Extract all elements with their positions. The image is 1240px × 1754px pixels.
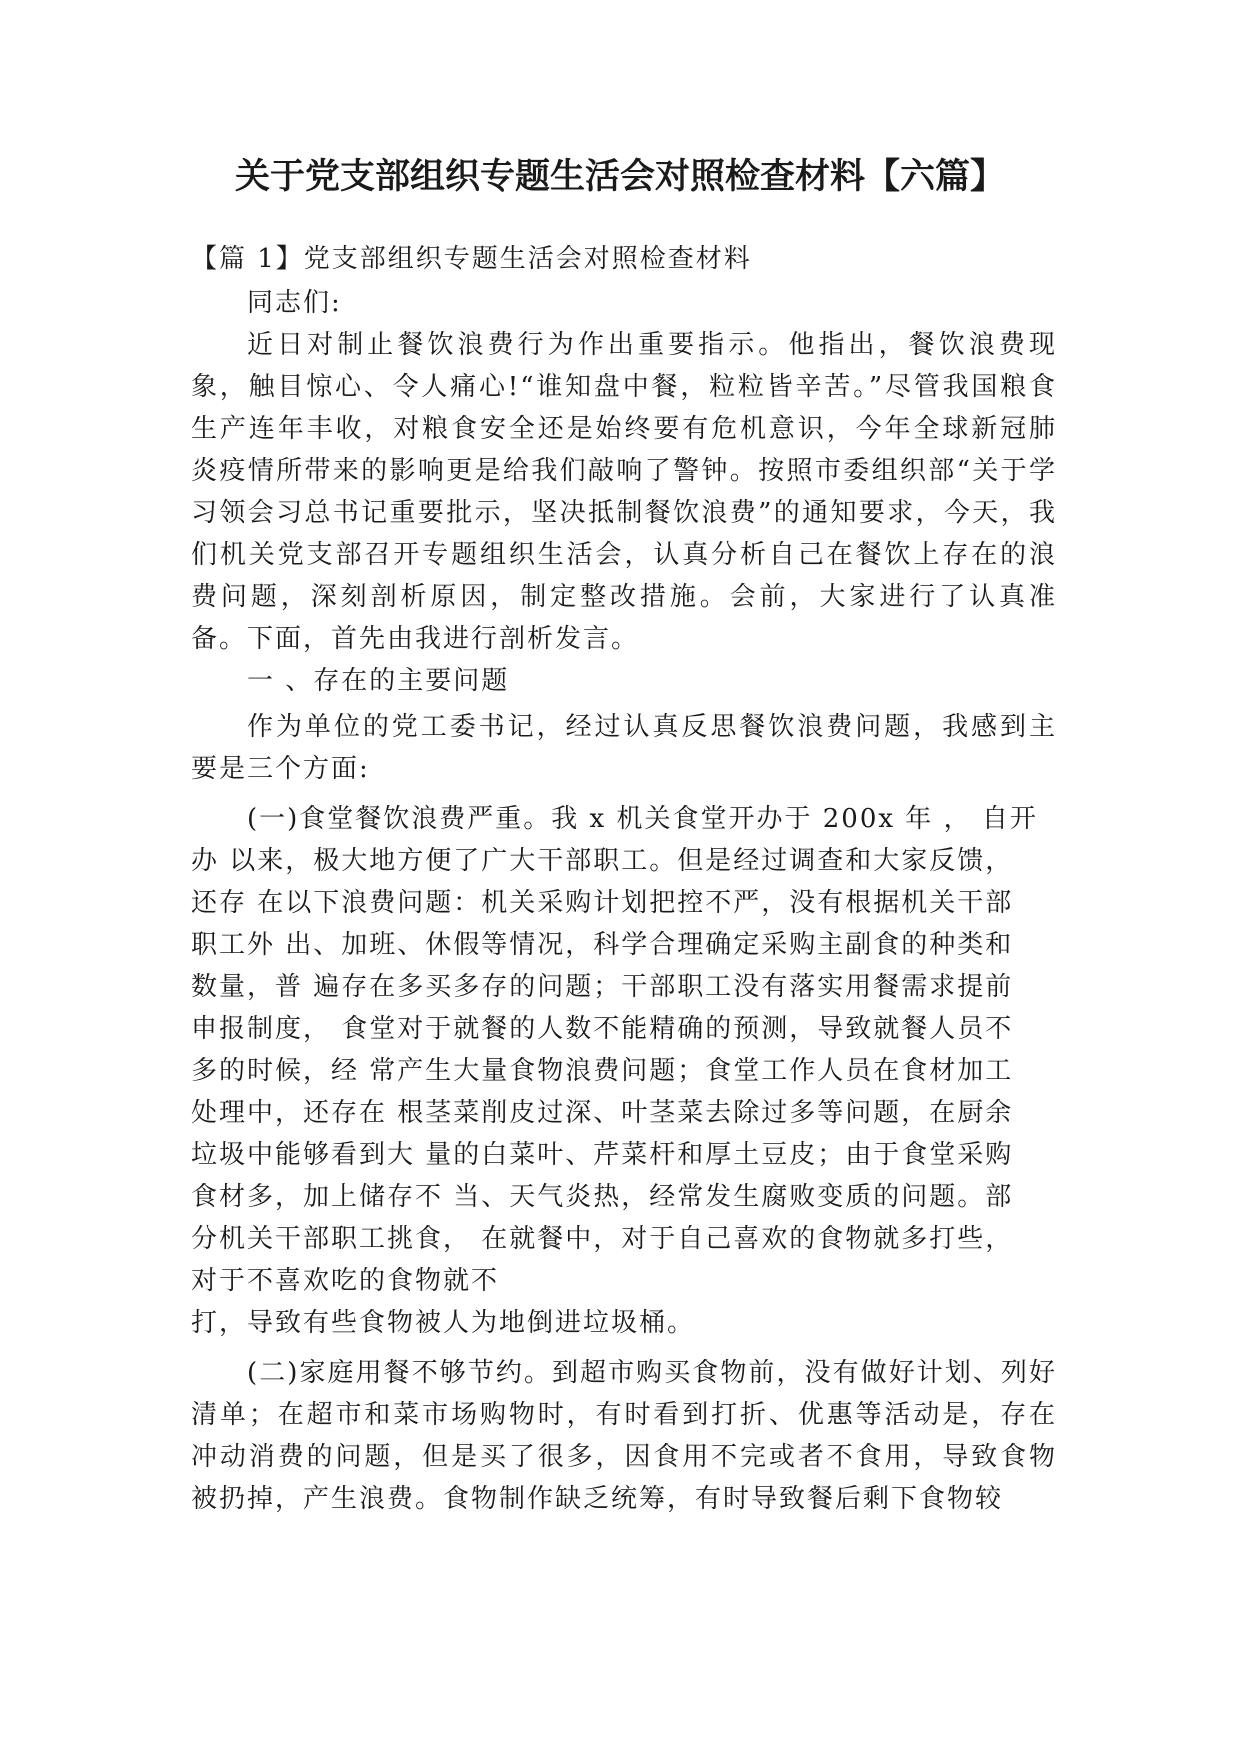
section-heading: 【篇 1】党支部组织专题生活会对照检查材料	[191, 244, 752, 274]
item-1-line: 打，导致有些食物被人为地倒进垃圾桶。	[191, 1308, 696, 1338]
item-1-line: 多的时候，经 常产生大量食物浪费问题；食堂工作人员在食材加工	[191, 1056, 1014, 1086]
item-1-line: 职工外 出、加班、休假等情况，科学合理确定采购主副食的种类和	[191, 930, 1014, 960]
item-1-line: 还存 在以下浪费问题：机关采购计划把控不严，没有根据机关干部	[191, 888, 1014, 918]
item-1-line: 垃圾中能够看到大 量的白菜叶、芹菜杆和厚土豆皮；由于食堂采购	[191, 1140, 1014, 1170]
item-1-line: 对于不喜欢吃的食物就不	[191, 1266, 500, 1296]
item-household-waste: (二)家庭用餐不够节约。到超市购买食物前，没有做好计划、列好清单；在超市和菜市场购物时，有时看到打折、优惠等活动是，存在冲动消费的问题，但是买了很多，因食用不完或者不食用，导致食物被扔掉，产生浪费。食物制作缺乏统筹，有时导致餐后剩下食物较	[191, 1358, 1057, 1514]
subheading-main-problems: 一 、存在的主要问题	[247, 666, 510, 696]
paragraph-intro: 近日对制止餐饮浪费行为作出重要指示。他指出，餐饮浪费现象，触目惊心、令人痛心!“谁知盘中餐，粒粒皆辛苦。”尽管我国粮食生产连年丰收，对粮食安全还是始终要有危机意识，今年全球新冠肺炎疫情所带来的影响更是给我们敲响了警钟。按照市委组织部“关于学习领会习总书记重要批示，坚决抵制餐饮浪费”的通知要求，今天，我们机关党支部召开专题组织生活会，认真分析自己在餐饮上存在的浪费问题，深刻剖析原因，制定整改措施。会前，大家进行了认真准备。下面，首先由我进行剖析发言。	[191, 330, 1057, 654]
item-1-line: 申报制度， 食堂对于就餐的人数不能精确的预测，导致就餐人员不	[191, 1014, 1014, 1044]
item-1-line: 办 以来，极大地方便了广大干部职工。但是经过调查和大家反馈，	[191, 846, 1014, 876]
document-body	[191, 238, 1057, 1520]
item-1-line: (一)食堂餐饮浪费严重。我 x 机关食堂开办于 200x 年 ， 自开	[247, 804, 1038, 834]
document-title: 关于党支部组织专题生活会对照检查材料【六篇】	[234, 157, 1005, 197]
salutation: 同志们:	[247, 288, 342, 318]
paragraph-three-aspects: 作为单位的党工委书记，经过认真反思餐饮浪费问题，我感到主要是三个方面:	[191, 712, 1057, 784]
item-1-line: 数量，普 遍存在多买多存的问题；干部职工没有落实用餐需求提前	[191, 972, 1014, 1002]
item-1-line: 食材多，加上储存不 当、天气炎热，经常发生腐败变质的问题。部	[191, 1182, 1014, 1212]
item-canteen-waste	[191, 798, 1057, 1344]
item-1-line: 处理中，还存在 根茎菜削皮过深、叶茎菜去除过多等问题，在厨余	[191, 1098, 1014, 1128]
item-1-line: 分机关干部职工挑食， 在就餐中，对于自己喜欢的食物就多打些，	[191, 1224, 1014, 1254]
